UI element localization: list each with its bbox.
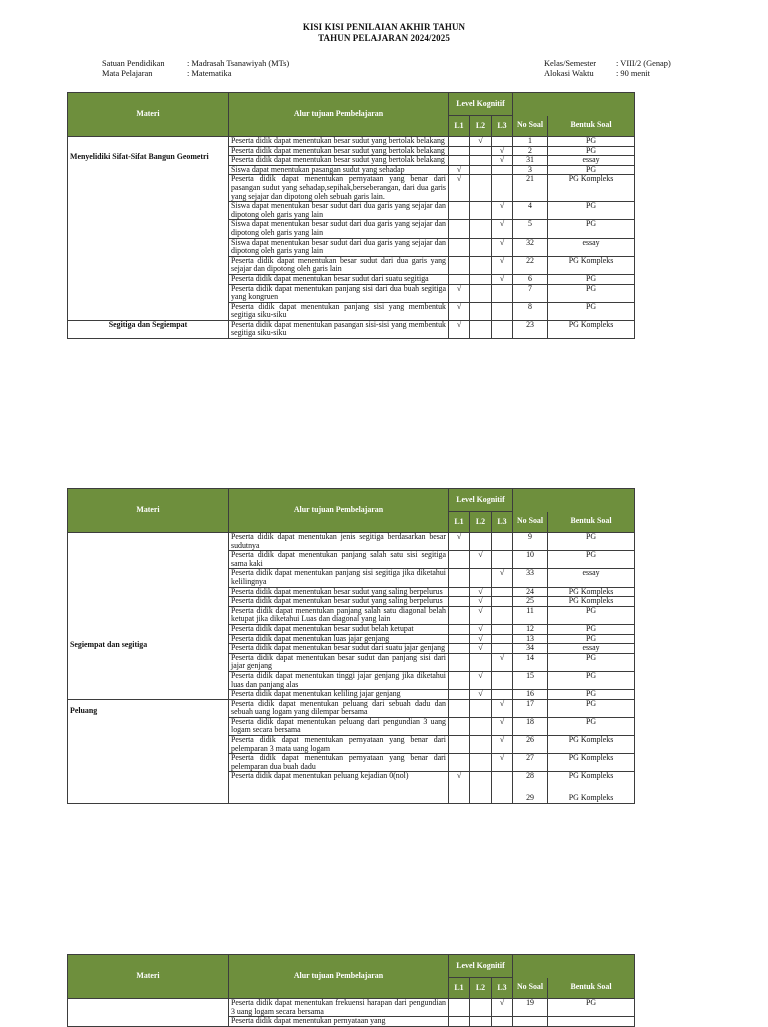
level-l3-cell: [492, 533, 513, 551]
level-l3-cell: √: [492, 569, 513, 587]
level-l3-cell: √: [492, 754, 513, 772]
level-l3-cell: [492, 1017, 513, 1027]
level-l2-cell: [470, 569, 492, 587]
bentuk-soal-cell: PG Kompleks: [548, 320, 635, 338]
col-header-l2: L2: [470, 978, 492, 999]
level-l1-cell: √: [449, 165, 470, 175]
no-soal-cell: 16: [513, 690, 548, 700]
level-l3-cell: √: [492, 736, 513, 754]
bentuk-soal-cell: PG Kompleks: [548, 754, 635, 772]
bentuk-soal-value: PG Kompleks: [568, 771, 614, 781]
alur-cell: Peserta didik dapat menentukan peluang dari sebuah dadu dan sebuah uang logam yang dilempar bersama: [229, 699, 449, 717]
level-l2-cell: √: [470, 690, 492, 700]
bentuk-soal-cell: PG: [548, 302, 635, 320]
level-l1-cell: [449, 220, 470, 238]
title-line-2: TAHUN PELAJARAN 2024/2025: [318, 33, 450, 43]
level-l1-cell: [449, 1017, 470, 1027]
level-l2-cell: √: [470, 644, 492, 654]
col-header-alur: Alur tujuan Pembelajaran: [229, 93, 449, 137]
bentuk-soal-cell: PG: [548, 690, 635, 700]
no-soal-cell: [513, 1017, 548, 1027]
alur-cell: Peserta didik dapat menentukan besar sudut dari suatu segitiga: [229, 274, 449, 284]
bentuk-soal-cell: PG: [548, 606, 635, 624]
alur-cell: Peserta didik dapat menentukan besar sudut yang saling berpelurus: [229, 587, 449, 597]
alur-cell: Peserta didik dapat menentukan panjang salah satu diagonal belah ketupat jika diketahui Luas dan diagonal yang lain: [229, 606, 449, 624]
level-l2-cell: [470, 653, 492, 671]
no-soal-cell: 8: [513, 302, 548, 320]
kisi-table-3: [67, 954, 635, 1027]
level-l3-cell: √: [492, 999, 513, 1017]
alur-cell: Peserta didik dapat menentukan panjang sisi yang membentuk segitiga siku-siku: [229, 302, 449, 320]
alur-cell: Peserta didik dapat menentukan luas jajar genjang: [229, 634, 449, 644]
bentuk-soal-cell: PG: [548, 220, 635, 238]
no-soal-cell: 33: [513, 569, 548, 587]
level-l1-cell: [449, 597, 470, 607]
bentuk-soal-cell: PG: [548, 533, 635, 551]
col-header-l3: L3: [492, 116, 513, 137]
level-l3-cell: [492, 690, 513, 700]
col-header-blank: [513, 93, 635, 116]
kelas-label: Kelas/Semester: [544, 59, 597, 68]
level-l2-cell: √: [470, 634, 492, 644]
bentuk-soal-cell: PG: [548, 653, 635, 671]
alur-cell: Peserta didik dapat menentukan panjang salah satu sisi segitiga sama kaki: [229, 551, 449, 569]
level-l3-cell: √: [492, 653, 513, 671]
no-soal-value: 29: [526, 793, 534, 803]
level-l2-cell: [470, 772, 492, 803]
alur-cell: Peserta didik dapat menentukan panjang sisi dari dua buah segitiga yang kongruen: [229, 284, 449, 302]
alur-cell: Peserta didik dapat menentukan pernyataan yang: [229, 1017, 449, 1027]
alokasi-value: : 90 menit: [616, 69, 650, 78]
alur-cell: Peserta didik dapat menentukan besar sudut yang saling berpelurus: [229, 597, 449, 607]
col-header-materi: Materi: [68, 955, 229, 999]
level-l3-cell: [492, 644, 513, 654]
col-header-level: Level Kognitif: [449, 955, 513, 978]
level-l3-cell: √: [492, 156, 513, 166]
no-soal-cell: 34: [513, 644, 548, 654]
bentuk-soal-cell: PG: [548, 999, 635, 1017]
materi-cell: Menyelidiki Sifat-Sifat Bangun Geometri: [68, 137, 229, 321]
level-l1-cell: √: [449, 320, 470, 338]
level-l1-cell: [449, 699, 470, 717]
bentuk-soal-cell: PG Kompleks: [548, 587, 635, 597]
col-header-l1: L1: [449, 116, 470, 137]
document-title: [0, 22, 768, 43]
level-l3-cell: √: [492, 146, 513, 156]
materi-cell: Segiempat dan segitiga: [68, 533, 229, 700]
level-l2-cell: [470, 175, 492, 202]
alur-cell: Peserta didik dapat menentukan besar sudut dari dua garis yang sejajar dan dipotong oleh garis lain: [229, 256, 449, 274]
mapel-label: Mata Pelajaran: [102, 69, 153, 78]
alur-cell: Peserta didik dapat menentukan jenis segitiga berdasarkan besar sudutnya: [229, 533, 449, 551]
level-l1-cell: [449, 202, 470, 220]
bentuk-soal-cell: PG: [548, 274, 635, 284]
level-l3-cell: [492, 671, 513, 689]
level-l3-cell: [492, 165, 513, 175]
level-l1-cell: [449, 256, 470, 274]
bentuk-soal-cell: PG: [548, 717, 635, 735]
bentuk-soal-cell: PG: [548, 137, 635, 147]
table-row: [68, 137, 635, 147]
no-soal-cell: 32: [513, 238, 548, 256]
materi-cell: Segitiga dan Segiempat: [68, 320, 229, 338]
level-l2-cell: √: [470, 587, 492, 597]
bentuk-soal-cell: [548, 1017, 635, 1027]
level-l2-cell: [470, 165, 492, 175]
no-soal-cell: 18: [513, 717, 548, 735]
alur-cell: Peserta didik dapat menentukan tinggi jajar genjang jika diketahui luas dan panjang alas: [229, 671, 449, 689]
level-l3-cell: √: [492, 220, 513, 238]
no-soal-cell: 13: [513, 634, 548, 644]
bentuk-soal-cell: PG: [548, 671, 635, 689]
level-l2-cell: [470, 754, 492, 772]
level-l3-cell: [492, 302, 513, 320]
no-soal-cell: 1: [513, 137, 548, 147]
bentuk-soal-cell: PG: [548, 146, 635, 156]
meta-right: [544, 59, 671, 79]
level-l2-cell: √: [470, 597, 492, 607]
no-soal-cell: 7: [513, 284, 548, 302]
level-l2-cell: [470, 320, 492, 338]
level-l1-cell: [449, 606, 470, 624]
no-soal-cell: 15: [513, 671, 548, 689]
level-l3-cell: [492, 597, 513, 607]
materi-cell: [68, 999, 229, 1027]
level-l3-cell: [492, 634, 513, 644]
alur-cell: Siswa dapat menentukan besar sudut dari dua garis yang sejajar dan dipotong oleh garis yang lain: [229, 220, 449, 238]
kelas-value: : VIII/2 (Genap): [616, 59, 671, 68]
level-l3-cell: √: [492, 202, 513, 220]
level-l3-cell: [492, 320, 513, 338]
no-soal-cell: 12: [513, 624, 548, 634]
kisi-table-1: [67, 92, 635, 339]
alur-cell: Siswa dapat menentukan besar sudut dari dua garis yang sejajar dan dipotong oleh garis yang lain: [229, 238, 449, 256]
no-soal-cell: 14: [513, 653, 548, 671]
level-l1-cell: [449, 156, 470, 166]
level-l1-cell: [449, 671, 470, 689]
alur-cell: Peserta didik dapat menentukan pernyataan yang benar dari pelemparan dua buah dadu: [229, 754, 449, 772]
alur-cell: Peserta didik dapat menentukan pasangan sisi-sisi yang membentuk segitiga siku-siku: [229, 320, 449, 338]
bentuk-soal-cell: PG: [548, 551, 635, 569]
level-l1-cell: [449, 634, 470, 644]
meta-left: [102, 59, 289, 79]
no-soal-cell: 3: [513, 165, 548, 175]
col-header-materi: Materi: [68, 93, 229, 137]
bentuk-soal-cell: essay: [548, 238, 635, 256]
no-soal-cell: 31: [513, 156, 548, 166]
level-l1-cell: √: [449, 284, 470, 302]
level-l2-cell: √: [470, 551, 492, 569]
no-soal-cell: 23: [513, 320, 548, 338]
level-l3-cell: [492, 772, 513, 803]
level-l1-cell: [449, 587, 470, 597]
col-header-level: Level Kognitif: [449, 93, 513, 116]
col-header-blank: [513, 489, 635, 512]
col-header-l3: L3: [492, 512, 513, 533]
table-row: [68, 999, 635, 1017]
level-l1-cell: [449, 690, 470, 700]
level-l1-cell: [449, 569, 470, 587]
no-soal-cell: 24: [513, 587, 548, 597]
bentuk-soal-cell: PG: [548, 284, 635, 302]
no-soal-cell: 9: [513, 533, 548, 551]
bentuk-soal-cell: PG Kompleks: [548, 597, 635, 607]
level-l1-cell: [449, 644, 470, 654]
level-l1-cell: [449, 551, 470, 569]
alur-cell: Peserta didik dapat menentukan frekuensi harapan dari pengundian 3 uang logam secara bersama: [229, 999, 449, 1017]
level-l3-cell: √: [492, 238, 513, 256]
level-l2-cell: [470, 302, 492, 320]
level-l1-cell: [449, 238, 470, 256]
level-l3-cell: [492, 551, 513, 569]
level-l1-cell: √: [449, 533, 470, 551]
level-l2-cell: [470, 220, 492, 238]
alur-cell: Peserta didik dapat menentukan besar sudut belah ketupat: [229, 624, 449, 634]
bentuk-soal-value: PG Kompleks: [568, 793, 614, 803]
col-header-l2: L2: [470, 116, 492, 137]
no-soal-cell: 26: [513, 736, 548, 754]
no-soal-cell: 10: [513, 551, 548, 569]
col-header-l3: L3: [492, 978, 513, 999]
bentuk-soal-cell: PG: [548, 624, 635, 634]
bentuk-soal-cell: essay: [548, 644, 635, 654]
level-l1-cell: √: [449, 302, 470, 320]
level-l1-cell: [449, 653, 470, 671]
col-header-alur: Alur tujuan Pembelajaran: [229, 489, 449, 533]
level-l1-cell: √: [449, 175, 470, 202]
no-soal-cell: 6: [513, 274, 548, 284]
level-l3-cell: [492, 137, 513, 147]
level-l2-cell: [470, 699, 492, 717]
bentuk-soal-cell: PG: [548, 202, 635, 220]
level-l2-cell: [470, 146, 492, 156]
level-l3-cell: [492, 624, 513, 634]
level-l1-cell: [449, 999, 470, 1017]
col-header-no-soal: No Soal: [513, 978, 548, 999]
level-l1-cell: [449, 736, 470, 754]
col-header-no-soal: No Soal: [513, 116, 548, 137]
title-line-1: KISI KISI PENILAIAN AKHIR TAHUN: [302, 22, 466, 32]
level-l2-cell: √: [470, 624, 492, 634]
no-soal-cell: 11: [513, 606, 548, 624]
level-l2-cell: [470, 533, 492, 551]
kisi-table-2: [67, 488, 635, 804]
bentuk-soal-cell: PG: [548, 165, 635, 175]
level-l1-cell: [449, 146, 470, 156]
level-l2-cell: [470, 999, 492, 1017]
bentuk-soal-cell: PG Kompleks: [548, 175, 635, 202]
bentuk-soal-cell: PG: [548, 699, 635, 717]
bentuk-soal-cell: PG: [548, 634, 635, 644]
no-soal-cell: 19: [513, 999, 548, 1017]
col-header-materi: Materi: [68, 489, 229, 533]
alur-cell: Peserta didik dapat menentukan peluang kejadian 0(nol): [229, 772, 449, 803]
col-header-bentuk-soal: Bentuk Soal: [548, 978, 635, 999]
col-header-alur: Alur tujuan Pembelajaran: [229, 955, 449, 999]
alur-cell: Peserta didik dapat menentukan besar sudut yang bertolak belakang: [229, 137, 449, 147]
level-l2-cell: √: [470, 671, 492, 689]
level-l2-cell: [470, 256, 492, 274]
col-header-bentuk-soal: Bentuk Soal: [548, 512, 635, 533]
no-soal-value: 28: [526, 771, 534, 781]
level-l3-cell: [492, 284, 513, 302]
bentuk-soal-cell: essay: [548, 569, 635, 587]
level-l3-cell: [492, 606, 513, 624]
level-l1-cell: √: [449, 772, 470, 803]
level-l2-cell: √: [470, 137, 492, 147]
materi-cell: Peluang: [68, 699, 229, 803]
bentuk-soal-cell: PG Kompleks: [548, 736, 635, 754]
level-l1-cell: [449, 717, 470, 735]
alokasi-label: Alokasi Waktu: [544, 69, 594, 78]
alur-cell: Peserta didik dapat menentukan panjang sisi segitiga jika diketahui kelilingnya: [229, 569, 449, 587]
col-header-bentuk-soal: Bentuk Soal: [548, 116, 635, 137]
col-header-l2: L2: [470, 512, 492, 533]
level-l2-cell: [470, 274, 492, 284]
alur-cell: Siswa dapat menentukan besar sudut dari dua garis yang sejajar dan dipotong oleh garis yang lain: [229, 202, 449, 220]
level-l3-cell: √: [492, 274, 513, 284]
col-header-level: Level Kognitif: [449, 489, 513, 512]
alur-cell: Peserta didik dapat menentukan pernyataan yang benar dari pasangan sudut yang sehadap,sepihak,berseberangan, dari dua garis yang sejajar dan dipotong oleh sebuah garis lain.: [229, 175, 449, 202]
col-header-l1: L1: [449, 512, 470, 533]
level-l1-cell: [449, 754, 470, 772]
bentuk-soal-cell: [548, 772, 635, 803]
level-l3-cell: [492, 587, 513, 597]
alur-cell: Peserta didik dapat menentukan besar sudut dari suatu jajar genjang: [229, 644, 449, 654]
no-soal-cell: [513, 772, 548, 803]
level-l3-cell: √: [492, 256, 513, 274]
bentuk-soal-cell: essay: [548, 156, 635, 166]
table-row: [68, 533, 635, 551]
level-l2-cell: [470, 284, 492, 302]
alur-cell: Peserta didik dapat menentukan peluang dari pengundian 3 uang logam secara bersama: [229, 717, 449, 735]
col-header-l1: L1: [449, 978, 470, 999]
level-l1-cell: [449, 624, 470, 634]
table-row: [68, 320, 635, 338]
level-l2-cell: [470, 1017, 492, 1027]
level-l1-cell: [449, 137, 470, 147]
bentuk-soal-cell: PG Kompleks: [548, 256, 635, 274]
mapel-value: : Matematika: [187, 69, 232, 78]
no-soal-cell: 27: [513, 754, 548, 772]
level-l3-cell: √: [492, 699, 513, 717]
table-row: [68, 699, 635, 717]
level-l3-cell: √: [492, 717, 513, 735]
satuan-value: : Madrasah Tsanawiyah (MTs): [187, 59, 290, 68]
alur-cell: Peserta didik dapat menentukan besar sudut yang bertolak belakang: [229, 156, 449, 166]
satuan-label: Satuan Pendidikan: [102, 59, 165, 68]
alur-cell: Peserta didik dapat menentukan keliling jajar genjang: [229, 690, 449, 700]
level-l2-cell: [470, 717, 492, 735]
level-l3-cell: [492, 175, 513, 202]
no-soal-cell: 5: [513, 220, 548, 238]
no-soal-cell: 2: [513, 146, 548, 156]
level-l1-cell: [449, 274, 470, 284]
alur-cell: Peserta didik dapat menentukan pernyataan yang benar dari pelemparan 3 mata uang logam: [229, 736, 449, 754]
alur-cell: Peserta didik dapat menentukan besar sudut yang bertolak belakang: [229, 146, 449, 156]
no-soal-cell: 17: [513, 699, 548, 717]
col-header-no-soal: No Soal: [513, 512, 548, 533]
level-l2-cell: [470, 202, 492, 220]
alur-cell: Peserta didik dapat menentukan besar sudut dan panjang sisi dari jajar genjang: [229, 653, 449, 671]
level-l2-cell: √: [470, 606, 492, 624]
no-soal-cell: 25: [513, 597, 548, 607]
no-soal-cell: 22: [513, 256, 548, 274]
alur-cell: Siswa dapat menentukan pasangan sudut yang sehadap: [229, 165, 449, 175]
level-l2-cell: [470, 156, 492, 166]
no-soal-cell: 4: [513, 202, 548, 220]
col-header-blank: [513, 955, 635, 978]
level-l2-cell: [470, 736, 492, 754]
no-soal-cell: 21: [513, 175, 548, 202]
level-l2-cell: [470, 238, 492, 256]
